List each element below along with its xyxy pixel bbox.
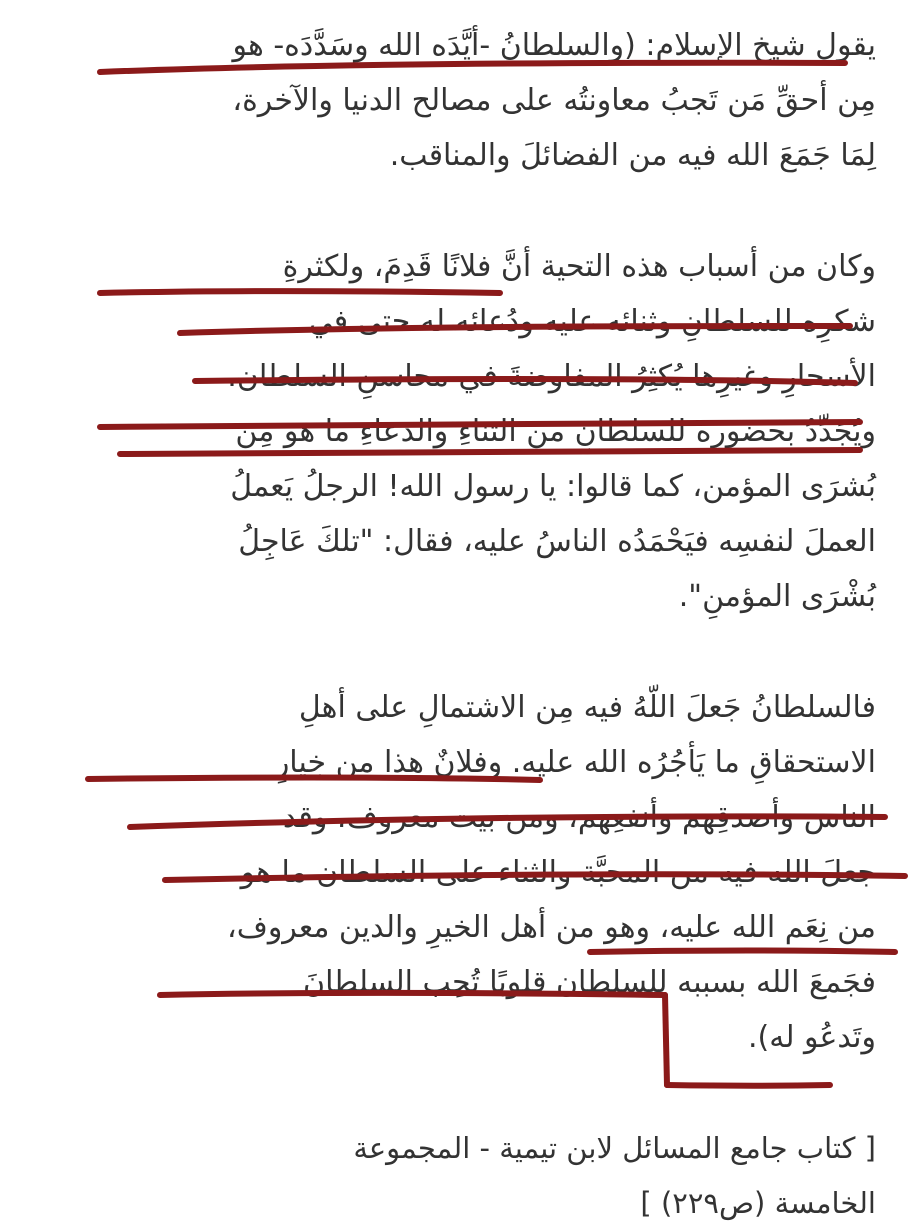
paragraph-line: الاستحقاقِ ما يَأجُرُه الله عليه. وفلانٌ هذا من خِيارِ bbox=[274, 745, 876, 780]
paragraph-line: الناس وأصدقِهم وأنفعِهم، ومن بيت معروف، وقد bbox=[282, 800, 876, 835]
paragraph-line: من نِعَم الله عليه، وهو من أهل الخيرِ والدين معروف، bbox=[227, 910, 876, 945]
citation-line: الخامسة (ص٢٢٩) ] bbox=[640, 1186, 876, 1220]
paragraph-line: يقول شيخ الإسلام: (والسلطانُ -أيَّدَه الله وسَدَّدَه- هو bbox=[232, 28, 876, 63]
paragraph-line: بُشرَى المؤمن، كما قالوا: يا رسول الله! الرجلُ يَعملُ bbox=[230, 469, 876, 504]
paragraph-line: مِن أحقِّ مَن تَجبُ معاونتُه على مصالح الدنيا والآخرة، bbox=[232, 83, 876, 118]
paragraph-3 bbox=[96, 680, 876, 1065]
source-citation bbox=[96, 1121, 876, 1231]
paragraph-line: بُشْرَى المؤمنِ". bbox=[678, 579, 876, 614]
citation-line: [ كتاب جامع المسائل لابن تيمية - المجموعة bbox=[353, 1131, 876, 1165]
paragraph-line: العملَ لنفسِه فيَحْمَدُه الناسُ عليه، فقال: "تلكَ عَاجِلُ bbox=[238, 524, 876, 559]
paragraph-line: وكان من أسباب هذه التحية أنَّ فلانًا قَدِمَ، ولكثرةِ bbox=[282, 249, 876, 284]
paragraph-line: فالسلطانُ جَعلَ اللّهُ فيه مِن الاشتمالِ على أهلِ bbox=[298, 690, 876, 725]
paragraph-line: وتَدعُو له). bbox=[748, 1020, 876, 1055]
paragraph-line: فجَمعَ الله بسببه للسلطان قلوبًا تُحِب السلطانَ bbox=[303, 965, 876, 1000]
paragraph-2 bbox=[96, 239, 876, 624]
article bbox=[96, 18, 876, 1231]
paragraph-line: جعلَ الله فيه من المحبَّة والثناء على السلطان ما هو bbox=[240, 855, 876, 890]
paragraph-line: ويُجَدِّدُ بحضوره للسلطانِ من الثناءِ والدعاءِ ما هو مِن bbox=[235, 414, 876, 449]
paragraph-line: الأسحارِ وغيرِها يُكثِرُ المفاوضةَ في محاسنِ السلطان، bbox=[227, 359, 876, 394]
paragraph-1 bbox=[96, 18, 876, 183]
paragraph-line: لِمَا جَمَعَ الله فيه من الفضائلَ والمناقب. bbox=[389, 138, 876, 173]
paragraph-line: شكرِه للسلطانِ وثنائه عليه ودُعائه له حتى في bbox=[308, 304, 876, 339]
